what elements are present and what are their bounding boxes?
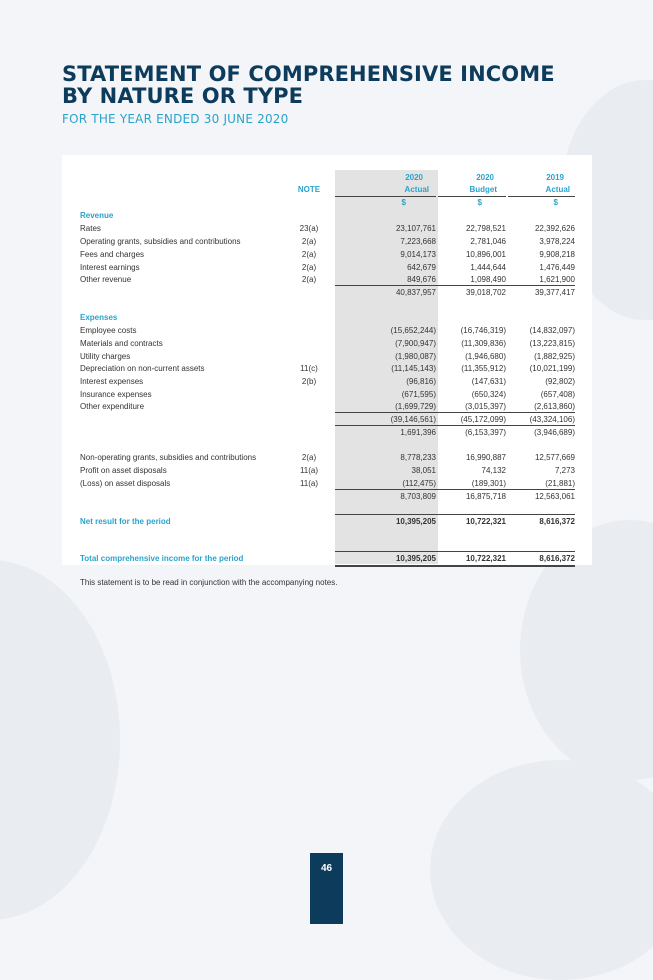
col3-year: 2019 bbox=[546, 173, 564, 182]
background-shape bbox=[0, 560, 120, 920]
col2-year: 2020 bbox=[476, 173, 494, 182]
net-result-row: Net result for the period 10,395,205 10,722,321 8,616,372 bbox=[80, 517, 575, 526]
page-subtitle: FOR THE YEAR ENDED 30 JUNE 2020 bbox=[62, 112, 289, 126]
table-row: (Loss) on asset disposals 11(a) (112,475) (189,301) (21,881) bbox=[80, 479, 575, 488]
revenue-total-row: 40,837,957 39,018,702 39,377,417 bbox=[395, 288, 575, 297]
col2-unit: $ bbox=[477, 198, 482, 207]
revenue-section-heading: Revenue bbox=[80, 211, 114, 220]
table-row: Fees and charges 2(a) 9,014,173 10,896,001 9,908,218 bbox=[80, 250, 575, 259]
col1-year: 2020 bbox=[405, 173, 423, 182]
double-underline-rule bbox=[335, 565, 575, 567]
non-operating-total-row: 8,703,809 16,875,718 12,563,061 bbox=[400, 492, 575, 501]
background-shape bbox=[430, 760, 653, 980]
table-row: Other expenditure (1,699,729) (3,015,397) (2,613,860) bbox=[80, 402, 575, 411]
page-title bbox=[62, 63, 555, 107]
table-row: Profit on asset disposals 11(a) 38,051 74,132 7,273 bbox=[80, 466, 575, 475]
table-row: Employee costs (15,652,244) (16,746,319) (14,832,097) bbox=[80, 326, 575, 335]
note-column-header: NOTE bbox=[297, 185, 321, 194]
table-header-units bbox=[0, 196, 653, 209]
expenses-total-row: (39,146,561) (45,172,099) (43,324,106) bbox=[390, 415, 575, 424]
expenses-section-heading: Expenses bbox=[80, 313, 118, 322]
table-row: Operating grants, subsidies and contributions 2(a) 7,223,668 2,781,046 3,978,224 bbox=[80, 237, 575, 246]
col2-label: Budget bbox=[469, 185, 497, 194]
title-line-2: BY NATURE OR TYPE bbox=[62, 84, 304, 108]
col1-unit: $ bbox=[401, 198, 406, 207]
table-row: Interest earnings 2(a) 642,679 1,444,644 1,476,449 bbox=[80, 263, 575, 272]
table-row: Insurance expenses (671,595) (650,324) (657,408) bbox=[80, 390, 575, 399]
table-row: Materials and contracts (7,900,947) (11,309,836) (13,223,815) bbox=[80, 339, 575, 348]
operating-subtotal-row: 1,691,396 (6,153,397) (3,946,689) bbox=[400, 428, 575, 437]
page-number-tab bbox=[310, 853, 343, 924]
total-comprehensive-income-row: Total comprehensive income for the period 10,395,205 10,722,321 8,616,372 bbox=[80, 554, 575, 563]
col3-unit: $ bbox=[553, 198, 558, 207]
page-number: 46 bbox=[320, 863, 333, 874]
table-row: Other revenue 2(a) 849,676 1,098,490 1,621,900 bbox=[80, 275, 575, 284]
footnote: This statement is to be read in conjunction with the accompanying notes. bbox=[80, 578, 338, 587]
table-row: Rates 23(a) 23,107,761 22,798,521 22,392,626 bbox=[80, 224, 575, 233]
title-line-1: STATEMENT OF COMPREHENSIVE INCOME bbox=[62, 62, 555, 86]
table-row: Depreciation on non-current assets 11(c) (11,145,143) (11,355,912) (10,021,199) bbox=[80, 364, 575, 373]
table-row: Interest expenses 2(b) (96,816) (147,631) (92,802) bbox=[80, 377, 575, 386]
table-row: Utility charges (1,980,087) (1,946,680) (1,882,925) bbox=[80, 352, 575, 361]
col3-label: Actual bbox=[545, 185, 570, 194]
table-header-labels bbox=[0, 183, 653, 196]
table-row: Non-operating grants, subsidies and contributions 2(a) 8,778,233 16,990,887 12,577,669 bbox=[80, 453, 575, 462]
col1-label: Actual bbox=[404, 185, 429, 194]
